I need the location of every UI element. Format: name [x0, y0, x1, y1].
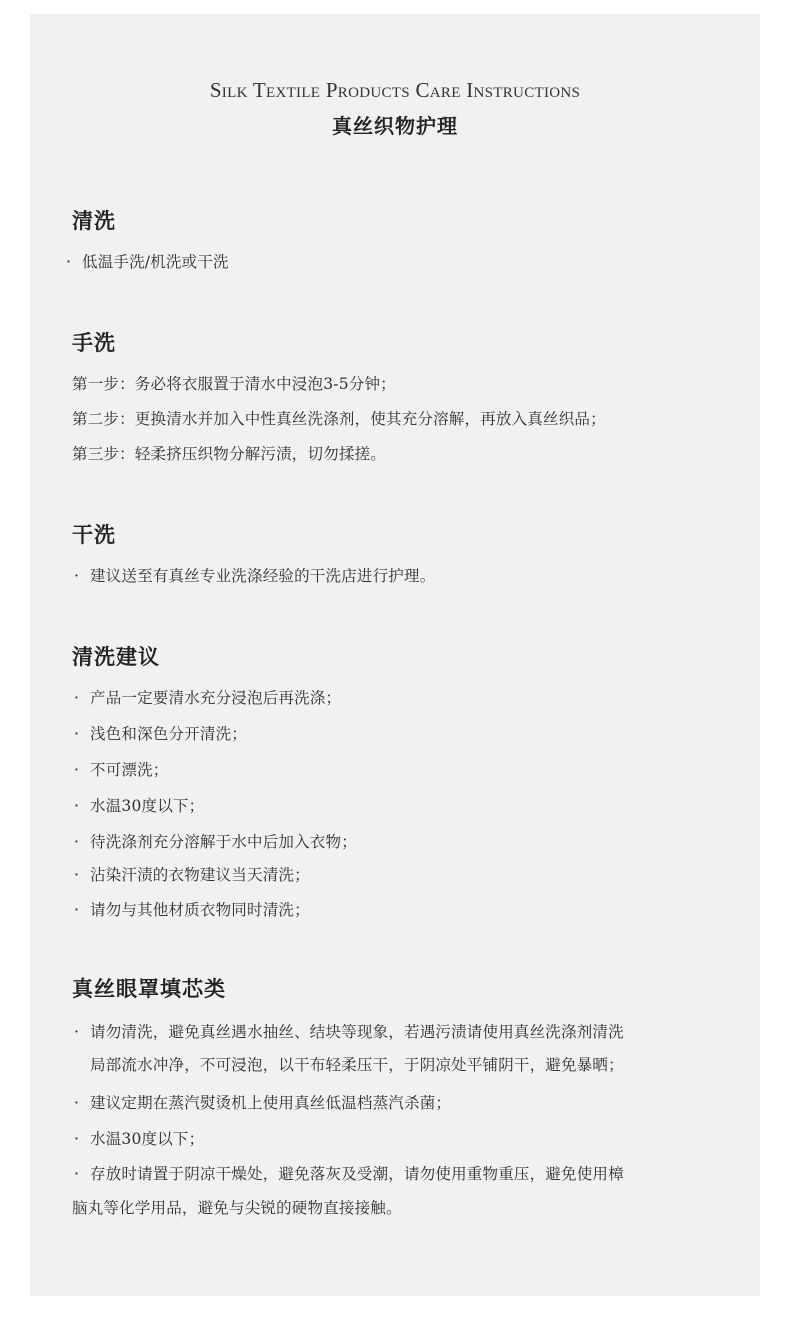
advice-item: · 不可漂洗；	[74, 758, 169, 780]
eye-mask-item-1-continued: 局部流水冲净，不可浸泡，以干布轻柔压干，于阴凉处平铺阴干，避免暴晒；	[90, 1056, 624, 1074]
title-english: Silk Textile Products Care Instructions	[209, 78, 581, 102]
eye-mask-item-1: · 请勿清洗，避免真丝遇水抽丝、结块等现象，若遇污渍请使用真丝洗涤剂清洗	[74, 1020, 624, 1042]
section-heading-eye-mask: 真丝眼罩填芯类	[72, 976, 226, 1001]
eye-mask-item-3: · 水温30度以下；	[74, 1127, 204, 1149]
hand-wash-step-3: 第三步：轻柔挤压织物分解污渍，切勿揉搓。	[72, 445, 387, 463]
hand-wash-step-1: 第一步：务必将衣服置于清水中浸泡3-5分钟；	[72, 375, 396, 393]
dry-clean-item: · 建议送至有真丝专业洗涤经验的干洗店进行护理。	[74, 564, 435, 586]
section-heading-dry-clean: 干洗	[72, 522, 116, 547]
section-heading-washing: 清洗	[72, 208, 116, 233]
advice-item: · 请勿与其他材质衣物同时清洗；	[74, 898, 310, 920]
advice-item: · 水温30度以下；	[74, 794, 204, 816]
eye-mask-item-4-continued: 脑丸等化学用品，避免与尖锐的硬物直接接触。	[72, 1199, 402, 1217]
section-heading-hand-wash: 手洗	[72, 330, 116, 355]
advice-item: · 沾染汗渍的衣物建议当天清洗；	[74, 863, 310, 885]
washing-item: · 低温手洗/机洗或干洗	[66, 250, 229, 272]
advice-item: · 浅色和深色分开清洗；	[74, 722, 247, 744]
advice-item: · 产品一定要清水充分浸泡后再洗涤；	[74, 686, 341, 708]
section-heading-advice: 清洗建议	[72, 644, 160, 669]
advice-item: · 待洗涤剂充分溶解于水中后加入衣物；	[74, 830, 357, 852]
eye-mask-item-2: · 建议定期在蒸汽熨烫机上使用真丝低温档蒸汽杀菌；	[74, 1091, 451, 1113]
title-chinese: 真丝织物护理	[332, 114, 458, 138]
hand-wash-step-2: 第二步：更换清水并加入中性真丝洗涤剂，使其充分溶解，再放入真丝织品；	[72, 410, 606, 428]
eye-mask-item-4: · 存放时请置于阴凉干燥处，避免落灰及受潮，请勿使用重物重压，避免使用樟	[74, 1162, 624, 1184]
